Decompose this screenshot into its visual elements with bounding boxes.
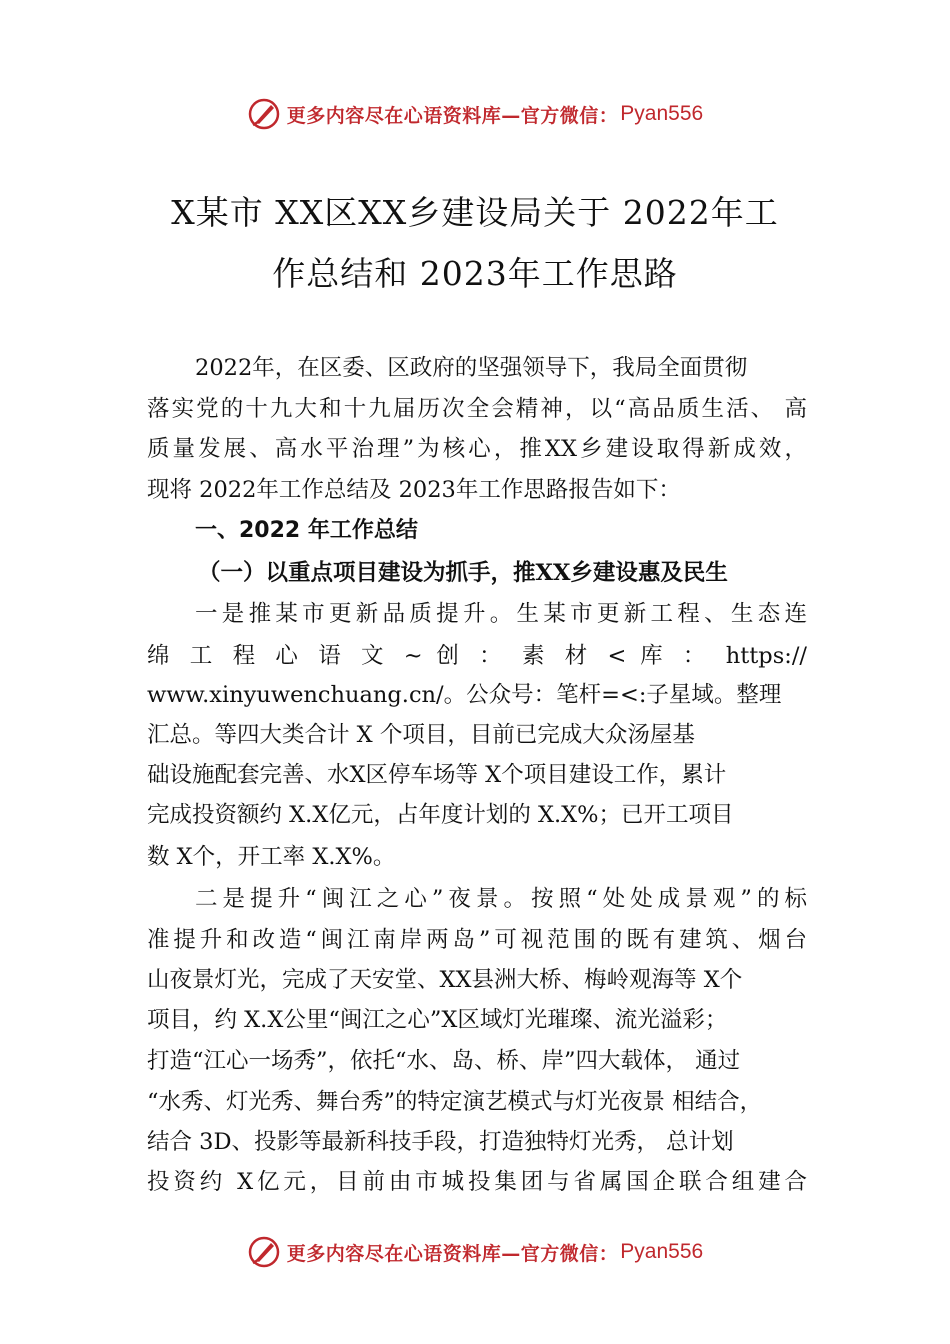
paragraph-line: 绵 工 程 心 语 文 ~ 创 ： 素 材 < 库 ： https:// xyxy=(147,643,807,669)
paragraph-line: 2022年，在区委、区政府的坚强领导下，我局全面贯彻 xyxy=(195,355,748,381)
paragraph-line: 项目，约 X.X公里“闽江之心”X区域灯光璀璨、流光溢彩； xyxy=(147,1007,728,1033)
paragraph-line: 础设施配套完善、水X区停车场等 X个项目建设工作，累计 xyxy=(147,762,727,788)
paragraph-line: 投资约 X亿元，目前由市城投集团与省属国企联合组建合 xyxy=(147,1169,807,1195)
document-title-line-1: X某市 XX区XX乡建设局关于 2022年工 xyxy=(171,193,779,232)
paragraph-line: www.xinyuwenchuang.cn/。公众号：笔杆=<:子星域。整理 xyxy=(147,682,782,708)
watermark-text: 更多内容尽在心语资料库—官方微信： xyxy=(286,104,619,127)
paragraph-line: 准提升和改造“闽江南岸两岛”可视范围的既有建筑、烟台 xyxy=(147,927,807,953)
subsection-heading: （一）以重点项目建设为抓手，推XX乡建设惠及民生 xyxy=(198,560,728,586)
watermark-text: 更多内容尽在心语资料库—官方微信： xyxy=(286,1242,619,1265)
paragraph-line: 现将 2022年工作总结及 2023年工作思路报告如下： xyxy=(147,477,681,503)
paragraph-line: 打造“江心一场秀”，依托“水、岛、桥、岸”四大载体， 通过 xyxy=(147,1048,741,1074)
paragraph-line: 汇总。等四大类合计 X 个项目，目前已完成大众汤屋基 xyxy=(147,722,695,748)
paragraph-line: 完成投资额约 X.X亿元，占年度计划的 X.X%；已开工项目 xyxy=(147,802,734,828)
paragraph-line: 数 X个，开工率 X.X%。 xyxy=(147,844,396,870)
paragraph-line: “水秀、灯光秀、舞台秀”的特定演艺模式与灯光夜景 相结合， xyxy=(147,1089,763,1115)
paragraph-line: 山夜景灯光，完成了天安堂、XX县洲大桥、梅岭观海等 X个 xyxy=(147,967,743,993)
paragraph-line: 落实党的十九大和十九届历次全会精神，以“高品质生活、 高 xyxy=(147,396,807,422)
document-title-line-2: 作总结和 2023年工作思路 xyxy=(272,254,678,293)
watermark-wechat: Pyan556 xyxy=(620,1240,704,1263)
section-heading: 一、2022 年工作总结 xyxy=(195,518,418,543)
paragraph-line: 结合 3D、投影等最新科技手段，打造独特灯光秀， 总计划 xyxy=(147,1129,734,1155)
quill-logo-icon xyxy=(247,1235,281,1269)
paragraph-line: 一是推某市更新品质提升。生某市更新工程、生态连 xyxy=(195,601,807,627)
quill-logo-icon xyxy=(247,97,281,131)
watermark-banner-top xyxy=(0,94,950,134)
paragraph-line: 质量发展、高水平治理”为核心，推XX乡建设取得新成效， xyxy=(147,436,807,462)
watermark-wechat: Pyan556 xyxy=(620,102,704,125)
paragraph-line: 二是提升“闽江之心”夜景。按照“处处成景观”的标 xyxy=(195,886,807,912)
watermark-banner-bottom xyxy=(0,1232,950,1272)
